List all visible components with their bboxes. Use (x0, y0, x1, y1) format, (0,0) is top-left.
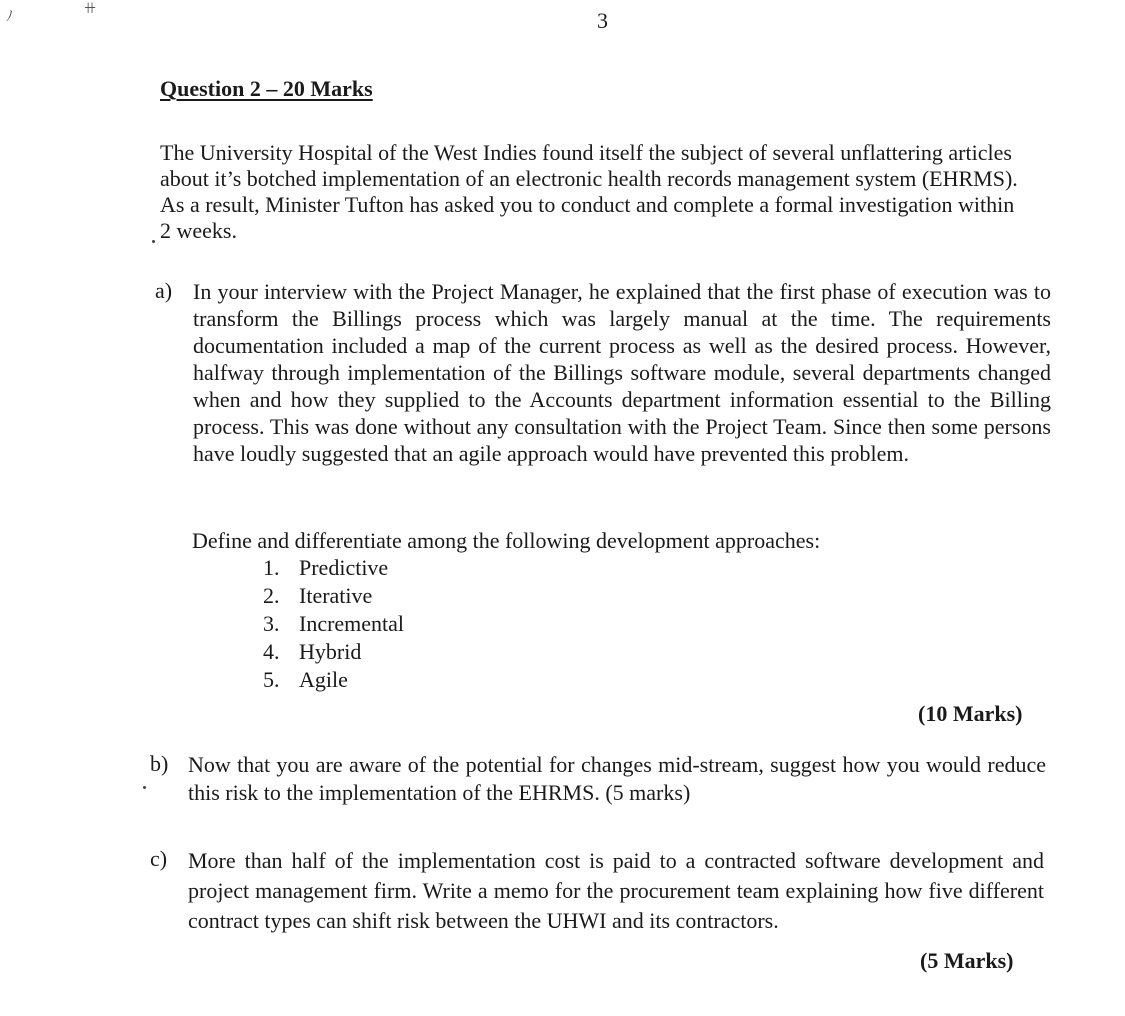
list-item-number: 1. (263, 555, 280, 580)
list-item-label: Hybrid (299, 639, 362, 664)
list-item-number: 4. (263, 639, 280, 664)
list-item-number: 2. (263, 583, 280, 608)
approach-list (263, 554, 404, 694)
part-b-letter: b) (150, 751, 169, 776)
define-instruction: Define and differentiate among the following development approaches: (192, 528, 821, 553)
list-item-label: Predictive (299, 555, 389, 580)
list-item-label: Agile (299, 667, 348, 692)
question-heading: Question 2 – 20 Marks (160, 76, 373, 101)
list-item (263, 666, 404, 694)
part-b-text: Now that you are aware of the potential for changes mid-stream, suggest how you would reduce this risk to the implementation of the EHRMS. (5 marks) (188, 752, 1046, 805)
part-b (150, 751, 1046, 807)
stray-dot (143, 786, 146, 789)
part-a-marks: (10 Marks) (918, 701, 1023, 726)
part-c-marks: (5 Marks) (920, 948, 1014, 973)
page-number: 3 (597, 8, 608, 33)
scan-artifact-mark: ﾉ (6, 10, 13, 25)
list-item (263, 554, 404, 582)
list-item (263, 638, 404, 666)
part-a-letter: a) (155, 278, 173, 303)
list-item (263, 582, 404, 610)
list-item-label: Incremental (299, 611, 405, 636)
part-a (155, 278, 1051, 467)
part-c-letter: c) (150, 846, 168, 871)
part-a-text: In your interview with the Project Manager, he explained that the first phase of execution was to transform the Billings process which was largely manual at the time. The requirements documentation included a map of the current process as well as the desired process. However, halfway through implementation of the Billings software module, several departments changed when and how they supplied to the Accounts department information essential to the Billing process. This was done without any consultation with the Project Team. Since then some persons have loudly suggested that an agile approach would have prevented this problem. (193, 279, 1051, 466)
list-item-label: Iterative (299, 583, 373, 608)
scan-artifact-mark: ꔠ (84, 2, 97, 17)
stray-dot (152, 240, 155, 243)
part-c (150, 846, 1044, 936)
list-item (263, 610, 404, 638)
intro-paragraph: The University Hospital of the West Indies found itself the subject of several unflattering articles about it’s botched implementation of an electronic health records management system (EHRMS). As a result, Minister Tufton has asked you to conduct and complete a formal investigation within 2 weeks. (160, 140, 1018, 243)
part-c-text: More than half of the implementation cost is paid to a contracted software development and project management firm. Write a memo for the procurement team explaining how five different contract types can shift risk between the UHWI and its contractors. (188, 848, 1044, 933)
list-item-number: 5. (263, 667, 280, 692)
list-item-number: 3. (263, 611, 280, 636)
